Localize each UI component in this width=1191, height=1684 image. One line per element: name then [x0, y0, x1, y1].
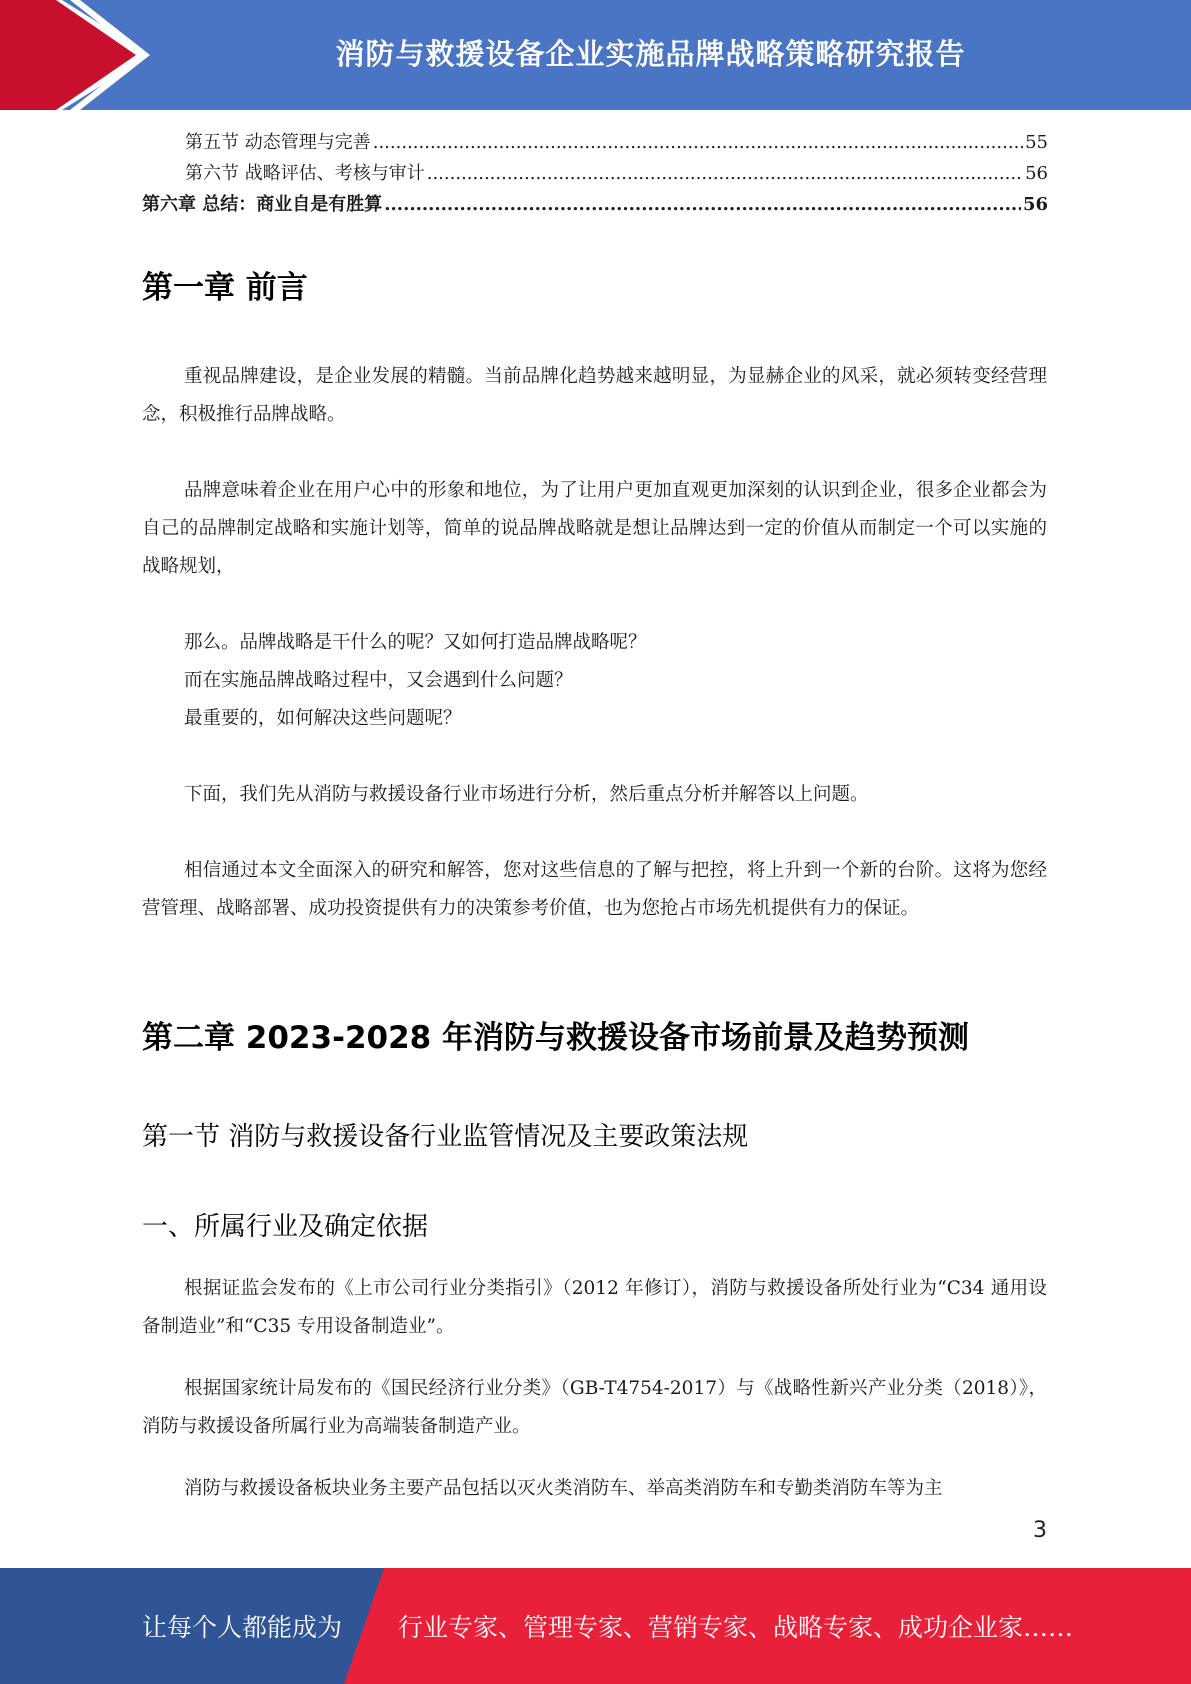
body-paragraph: 而在实施品牌战略过程中，又会遇到什么问题？	[184, 670, 573, 691]
toc-leader-dots	[384, 194, 1021, 215]
table-of-contents	[142, 128, 1048, 221]
chapter-heading: 第一章 前言	[142, 270, 308, 306]
toc-leader-dots	[427, 163, 1023, 184]
subsection-heading: 一、所属行业及确定依据	[142, 1212, 429, 1242]
body-paragraph: 下面，我们先从消防与救援设备行业市场进行分析，然后重点分析并解答以上问题。	[184, 784, 869, 805]
toc-entry-page: 56	[1025, 163, 1048, 184]
toc-entry-label: 第六章 总结：商业自是有胜算	[142, 194, 383, 215]
footer-slogan-left: 让每个人都能成为	[142, 1613, 343, 1642]
toc-entry[interactable]	[142, 159, 1048, 190]
toc-leader-dots	[373, 132, 1023, 153]
toc-entry-label: 第六节 战略评估、考核与审计	[185, 163, 425, 184]
toc-entry[interactable]	[142, 128, 1048, 159]
body-paragraph: 消防与救援设备板块业务主要产品包括以灭火类消防车、举高类消防车和专勤类消防车等为主	[184, 1478, 943, 1499]
body-paragraph: 最重要的，如何解决这些问题呢？	[184, 708, 462, 729]
body-paragraph: 品牌意味着企业在用户心中的形象和地位，为了让用户更加直观更加深刻的认识到企业，很多企业都会为自己的品牌制定战略和实施计划等，简单的说品牌战略就是想让品牌达到一定的价值从而制定一个可以实施的战略规划，	[142, 480, 1047, 577]
toc-entry-page: 55	[1025, 132, 1048, 153]
report-title: 消防与救援设备企业实施品牌战略策略研究报告	[335, 36, 966, 71]
toc-entry-label: 第五节 动态管理与完善	[185, 132, 371, 153]
body-paragraph: 根据国家统计局发布的《国民经济行业分类》（GB-T4754-2017）与《战略性新兴产业分类（2018）》，消防与救援设备所属行业为高端装备制造产业。	[142, 1378, 1047, 1437]
body-paragraph: 根据证监会发布的《上市公司行业分类指引》（2012 年修订），消防与救援设备所处行业为“C34 通用设备制造业”和“C35 专用设备制造业”。	[142, 1278, 1047, 1337]
body-paragraph: 那么。品牌战略是干什么的呢？又如何打造品牌战略呢？	[184, 632, 647, 653]
footer-slogan-right: 行业专家、管理专家、营销专家、战略专家、成功企业家……	[398, 1613, 1074, 1642]
section-heading: 第一节 消防与救援设备行业监管情况及主要政策法规	[142, 1122, 749, 1152]
page-header	[0, 0, 1191, 110]
toc-entry[interactable]	[142, 190, 1048, 221]
page-number: 3	[1033, 1518, 1047, 1543]
page-footer	[0, 1568, 1191, 1684]
body-paragraph: 重视品牌建设，是企业发展的精髓。当前品牌化趋势越来越明显，为显赫企业的风采，就必须转变经营理念，积极推行品牌战略。	[142, 366, 1047, 425]
body-paragraph: 相信通过本文全面深入的研究和解答，您对这些信息的了解与把控，将上升到一个新的台阶。这将为您经营管理、战略部署、成功投资提供有力的决策参考价值，也为您抢占市场先机提供有力的保证。	[142, 860, 1047, 919]
toc-entry-page: 56	[1022, 194, 1048, 215]
chapter-heading: 第二章 2023-2028 年消防与救援设备市场前景及趋势预测	[142, 1020, 970, 1056]
